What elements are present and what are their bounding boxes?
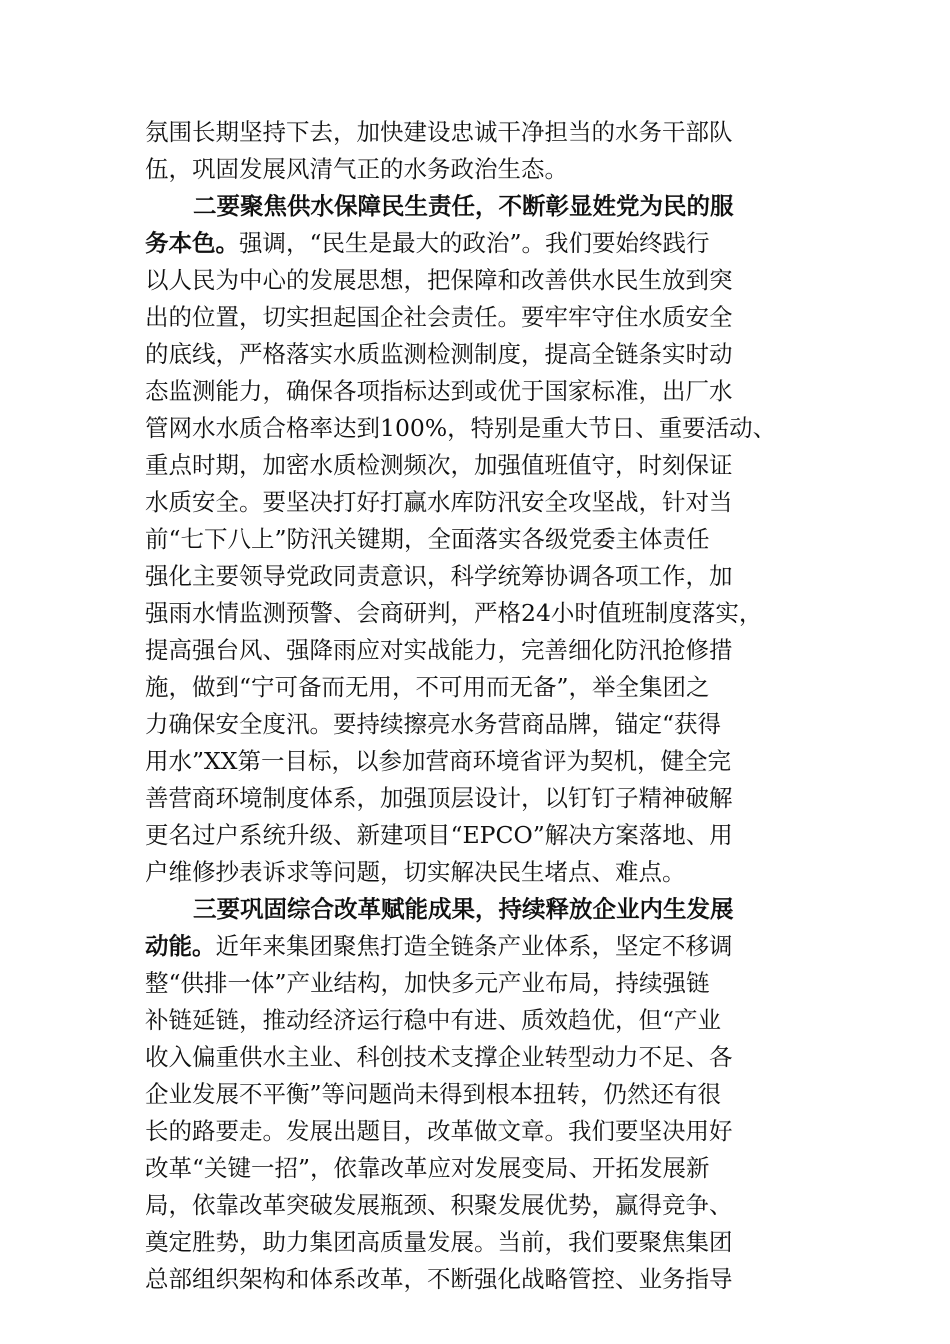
document-body <box>145 114 810 1298</box>
text-line <box>145 188 810 225</box>
text-line <box>145 817 810 854</box>
body-text: 长的路要走。发展出题目，改革做文章。我们要坚决用好 <box>145 1117 733 1145</box>
body-text: 强化主要领导党政同责意识，科学统筹协调各项工作，加 <box>145 562 733 590</box>
body-text: 改革“关键一招”，依靠改革应对发展变局、开拓发展新 <box>145 1154 710 1182</box>
body-text: 施，做到“宁可备而无用，不可用而无备”，举全集团之 <box>145 673 710 701</box>
bold-heading-text: 动能。 <box>145 932 216 960</box>
body-text: 力确保安全度汛。要持续擦亮水务营商品牌，锚定“获得 <box>145 710 722 738</box>
body-text: 态监测能力，确保各项指标达到或优于国家标准，出厂水 <box>145 377 733 405</box>
text-line <box>145 299 810 336</box>
body-text: 善营商环境制度体系，加强顶层设计，以钉钉子精神破解 <box>145 784 733 812</box>
body-text: 总部组织架构和体系改革，不断强化战略管控、业务指导 <box>145 1265 733 1293</box>
body-text: 前“七下八上”防汛关键期，全面落实各级党委主体责任 <box>145 525 710 553</box>
text-line <box>145 151 810 188</box>
body-text: 水质安全。要坚决打好打赢水库防汛安全攻坚战，针对当 <box>145 488 733 516</box>
body-text: 补链延链，推动经济运行稳中有进、质效趋优，但“产业 <box>145 1006 722 1034</box>
body-text: 重点时期，加密水质检测频次，加强值班值守，时刻保证 <box>145 451 733 479</box>
text-line <box>145 262 810 299</box>
body-text: 氛围长期坚持下去，加快建设忠诚干净担当的水务干部队 <box>145 118 733 146</box>
text-line <box>145 965 810 1002</box>
body-text: 收入偏重供水主业、科创技术支撑企业转型动力不足、各 <box>145 1043 733 1071</box>
body-text: 提高强台风、强降雨应对实战能力，完善细化防汛抢修措 <box>145 636 733 664</box>
text-line <box>145 447 810 484</box>
body-text: 强雨水情监测预警、会商研判，严格24小时值班制度落实， <box>145 599 763 627</box>
text-line <box>145 484 810 521</box>
text-line <box>145 854 810 891</box>
bold-heading-text: 二要聚焦供水保障民生责任，不断彰显姓党为民的服 <box>193 192 734 220</box>
text-line <box>145 743 810 780</box>
text-line <box>145 1076 810 1113</box>
text-line <box>145 521 810 558</box>
body-text: 用水”XX第一目标，以参加营商环境省评为契机，健全完 <box>145 747 731 775</box>
body-text: 局，依靠改革突破发展瓶颈、积聚发展优势，赢得竞争、 <box>145 1191 733 1219</box>
text-line <box>145 1039 810 1076</box>
text-line <box>145 558 810 595</box>
text-line <box>145 891 810 928</box>
body-text: 伍，巩固发展风清气正的水务政治生态。 <box>145 155 568 183</box>
body-text: 更名过户系统升级、新建项目“EPCO”解决方案落地、用 <box>145 821 733 849</box>
body-text: 户维修抄表诉求等问题，切实解决民生堵点、难点。 <box>145 858 686 886</box>
text-line <box>145 780 810 817</box>
text-line <box>145 1002 810 1039</box>
body-text: 整“供排一体”产业结构，加快多元产业布局，持续强链 <box>145 969 710 997</box>
text-line <box>145 1224 810 1261</box>
body-text: 奠定胜势，助力集团高质量发展。当前，我们要聚焦集团 <box>145 1228 733 1256</box>
text-line <box>145 1150 810 1187</box>
text-line <box>145 336 810 373</box>
text-line <box>145 669 810 706</box>
body-text: 以人民为中心的发展思想，把保障和改善供水民生放到突 <box>145 266 733 294</box>
text-line <box>145 632 810 669</box>
text-line <box>145 114 810 151</box>
text-line <box>145 706 810 743</box>
bold-heading-text: 务本色。 <box>145 229 239 257</box>
bold-heading-text: 三要巩固综合改革赋能成果，持续释放企业内生发展 <box>193 895 734 923</box>
body-text: 管网水水质合格率达到100%，特别是重大节日、重要活动、 <box>145 414 777 442</box>
body-text: 出的位置，切实担起国企社会责任。要牢牢守住水质安全 <box>145 303 733 331</box>
text-line <box>145 1187 810 1224</box>
body-text: 的底线，严格落实水质监测检测制度，提高全链条实时动 <box>145 340 733 368</box>
text-line <box>145 373 810 410</box>
text-line <box>145 1113 810 1150</box>
body-text: 近年来集团聚焦打造全链条产业体系，坚定不移调 <box>215 932 733 960</box>
text-line <box>145 1261 810 1298</box>
text-line <box>145 225 810 262</box>
text-line <box>145 928 810 965</box>
text-line <box>145 595 810 632</box>
text-line <box>145 410 810 447</box>
body-text: 企业发展不平衡”等问题尚未得到根本扭转，仍然还有很 <box>145 1080 722 1108</box>
body-text: 强调，“民生是最大的政治”。我们要始终践行 <box>239 229 710 257</box>
